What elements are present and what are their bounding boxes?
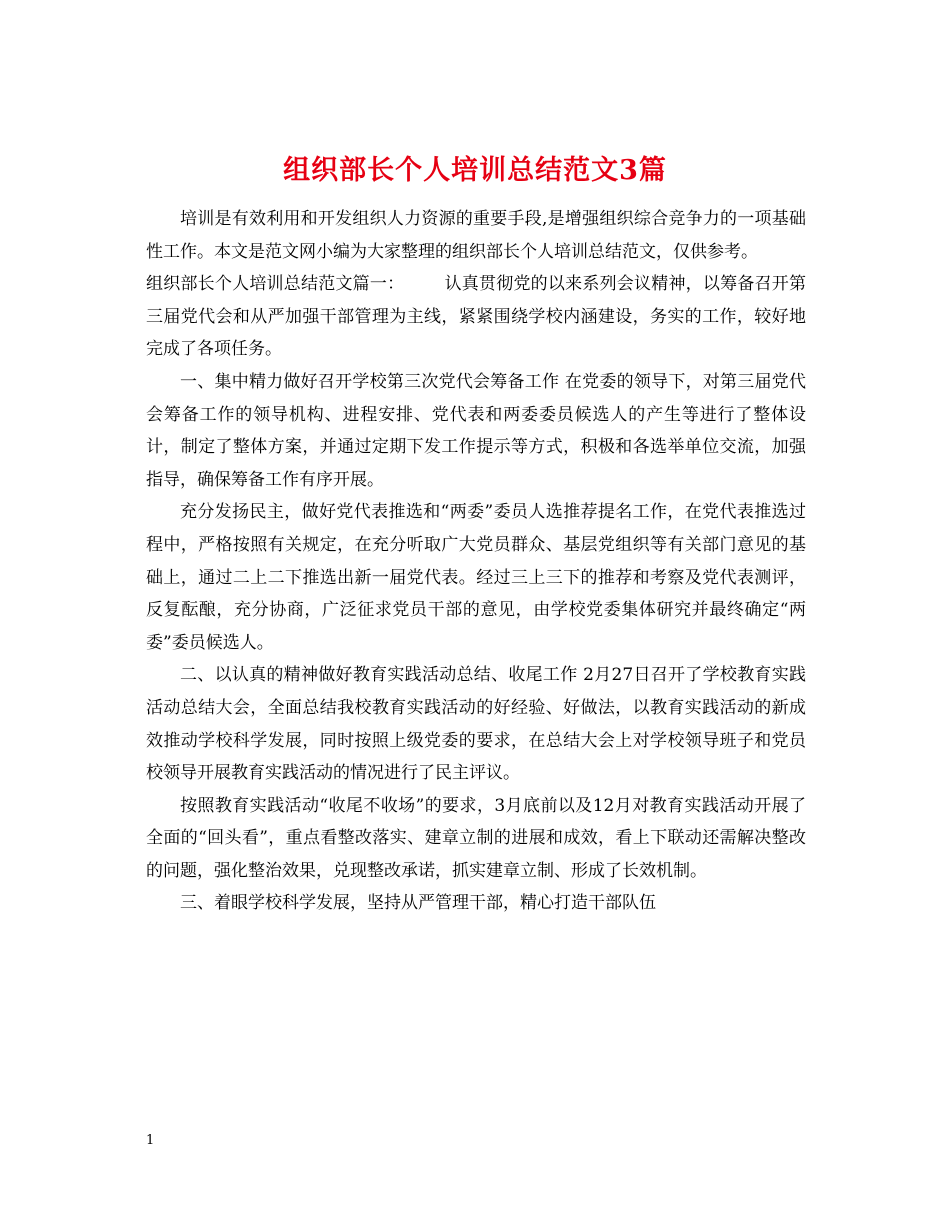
document-title: 组织部长个人培训总结范文3篇	[283, 155, 667, 187]
intro-paragraph: 培训是有效利用和开发组织人力资源的重要手段,是增强组织综合竞争力的一项基础性工作。本文是范文网小编为大家整理的组织部长个人培训总结范文，仅供参考。	[146, 209, 806, 262]
section-lead: 认真贯彻党的以来系列会议精神，以筹备召开第三届党代会和从严加强干部管理为主线，紧紧围绕学校内涵建设，务实的工作，较好地完成了各项任务。	[146, 274, 807, 360]
body-paragraph: 三、着眼学校科学发展，坚持从严管理干部，精心打造干部队伍	[180, 893, 656, 914]
section-one-paragraph	[146, 268, 806, 366]
section-heading: 组织部长个人培训总结范文篇一：	[146, 274, 405, 295]
body-paragraph: 按照教育实践活动“收尾不收场”的要求，3月底前以及12月对教育实践活动开展了全面的“回头看”，重点看整改落实、建章立制的进展和成效，看上下联动还需解决整改的问题，强化整治效果，兑现整改承诺，抓实建章立制、形成了长效机制。	[146, 795, 806, 881]
body-paragraph: 充分发扬民主，做好党代表推选和“两委”委员人选推荐提名工作，在党代表推选过程中，严格按照有关规定，在充分听取广大党员群众、基层党组织等有关部门意见的基础上，通过二上二下推选出新一届党代表。经过三上三下的推荐和考察及党代表测评，反复酝酿，充分协商，广泛征求党员干部的意见，由学校党委集体研究并最终确定“两委”委员候选人。	[146, 502, 806, 653]
document-body	[146, 203, 806, 920]
page-number: 1	[146, 1133, 155, 1148]
body-paragraph: 二、以认真的精神做好教育实践活动总结、收尾工作 2月27日召开了学校教育实践活动总结大会，全面总结我校教育实践活动的好经验、好做法，以教育实践活动的新成效推动学校科学发展，同时按照上级党委的要求，在总结大会上对学校领导班子和党员校领导开展教育实践活动的情况进行了民主评议。	[146, 665, 806, 784]
body-paragraph: 一、集中精力做好召开学校第三次党代会筹备工作 在党委的领导下，对第三届党代会筹备工作的领导机构、进程安排、党代表和两委委员候选人的产生等进行了整体设计，制定了整体方案，并通过定期下发工作提示等方式，积极和各选举单位交流，加强指导，确保筹备工作有序开展。	[146, 371, 806, 490]
